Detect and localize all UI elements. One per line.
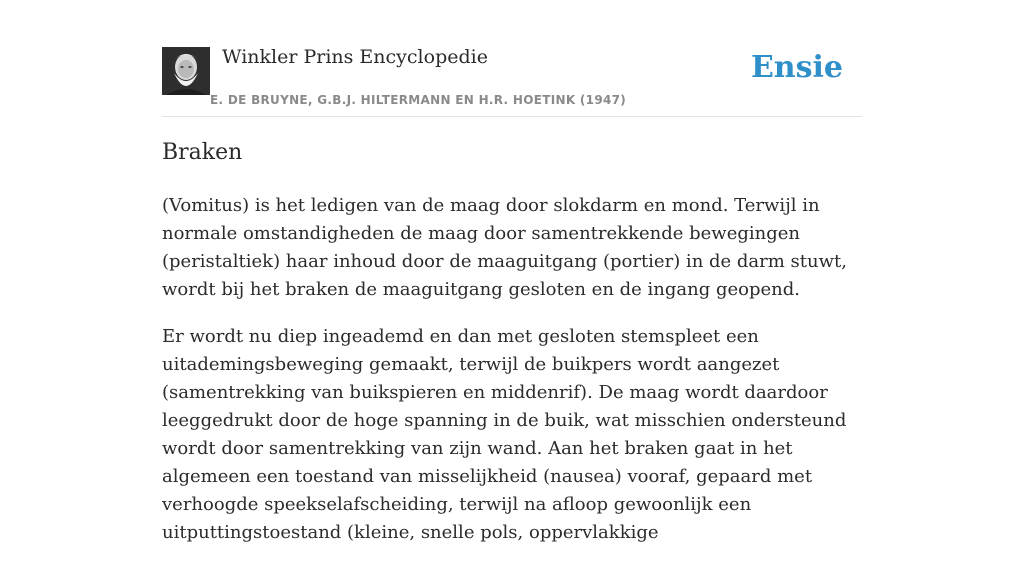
ensie-logo[interactable]: Ensie [750, 50, 843, 85]
author-portrait-icon [162, 47, 210, 95]
source-authors: E. DE BRUYNE, G.B.J. HILTERMANN EN H.R. HOETINK (1947) [210, 93, 627, 107]
article-paragraph: (Vomitus) is het ledigen van de maag door slokdarm en mond. Terwijl in normale omstandigheden de maag door samentrekkende bewegingen (peristaltiek) haar inhoud door de maaguitgang (portier) in de darm stuwt, wordt bij het braken de maaguitgang gesloten en de ingang geopend. [162, 195, 847, 300]
article-title: Braken [162, 140, 243, 165]
source-header [162, 0, 862, 117]
article-body [162, 192, 864, 566]
author-avatar[interactable] [162, 47, 210, 95]
article-paragraph: Er wordt nu diep ingeademd en dan met gesloten stemspleet een uitademingsbeweging gemaakt, terwijl de buikpers wordt aangezet (samentrekking van buikspieren en middenrif). De maag wordt daardoor leeggedrukt door de hoge spanning in de buik, wat misschien ondersteund wordt door samentrekking van zijn wand. Aan het braken gaat in het algemeen een toestand van misselijkheid (nausea) vooraf, gepaard met verhoogde speekselafscheiding, terwijl na afloop gewoonlijk een uitputtingstoestand (kleine, snelle pols, oppervlakkige [162, 326, 847, 543]
source-title[interactable]: Winkler Prins Encyclopedie [222, 46, 488, 68]
page [162, 0, 862, 543]
